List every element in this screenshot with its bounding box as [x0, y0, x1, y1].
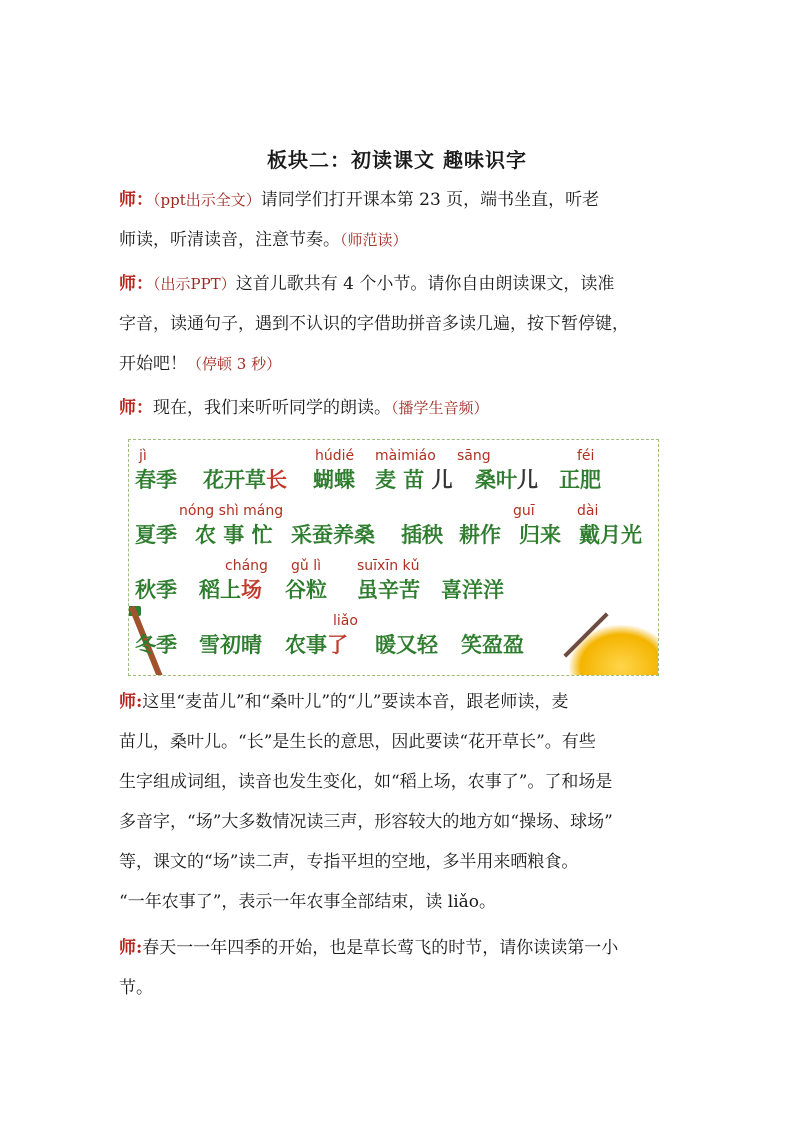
- stage-note: （播学生音频）: [391, 399, 489, 417]
- poem-word: 春季: [135, 467, 177, 492]
- poem-word: 农事了: [285, 632, 348, 657]
- poem-word: 蝴蝶: [313, 467, 355, 492]
- paragraph-3: [119, 388, 679, 428]
- speaker-label: 师：: [119, 274, 153, 294]
- poem-word: 虽辛苦: [357, 577, 420, 602]
- pinyin: jì: [139, 448, 147, 464]
- poem-word: 稻上场: [199, 577, 262, 602]
- pinyin: féi: [577, 448, 595, 464]
- pinyin: suīxīn kǔ: [357, 558, 420, 574]
- paragraph-2: [119, 264, 679, 384]
- paragraph-5: [119, 928, 679, 1008]
- poem-word: 麦 苗 儿: [375, 467, 453, 492]
- poem-word: 桑叶儿: [475, 467, 538, 492]
- speaker-label: 师：: [119, 190, 153, 210]
- paragraph-text: 这里“麦苗儿”和“桑叶儿”的“儿”要读本音，跟老师读，麦: [142, 692, 569, 712]
- paragraph-4-line-4: 多音字，“场”大多数情况读三声，形容较大的地方如“操场、球场”: [119, 812, 613, 832]
- paragraph-text: 请同学们打开课本第 23 页，端书坐直，听老: [260, 190, 600, 210]
- poem-word: 喜洋洋: [441, 577, 504, 602]
- paragraph-4: [119, 682, 679, 922]
- paragraph-4-line-2: 苗儿，桑叶儿。“长”是生长的意思，因此要读“花开草长”。有些: [119, 732, 596, 752]
- pinyin: dài: [577, 503, 599, 519]
- paragraph-2-line-3: [119, 344, 679, 384]
- speaker-label: 师:: [119, 938, 143, 958]
- poem-word: 暖又轻: [375, 632, 438, 657]
- poem-word: 农 事 忙: [195, 522, 273, 547]
- paragraph-text: 春天一一年四季的开始，也是草长莺飞的时节，请你读读第一小: [142, 938, 619, 958]
- paragraph-3-line-1: [119, 388, 679, 428]
- stage-note: （停顿 3 秒）: [187, 355, 282, 373]
- pinyin: liǎo: [333, 613, 358, 629]
- poem-word: 秋季: [135, 577, 177, 602]
- poem-word: 笑盈盈: [461, 632, 524, 657]
- section-title: 板块二：初读课文 趣味识字: [267, 148, 527, 172]
- paragraph-5-line-1: [119, 928, 679, 968]
- grain-pile-illustration: [569, 625, 659, 676]
- paragraph-4-line-3: 生字组成词组，读音也发生变化，如“稻上场，农事了”。了和场是: [119, 772, 613, 792]
- stage-note: （师范读）: [340, 231, 408, 249]
- poem-word: 正肥: [559, 467, 601, 492]
- poem-word: 插秧: [401, 522, 443, 547]
- paragraph-1-line-1: [119, 180, 679, 220]
- pinyin: gǔ lì: [291, 558, 321, 574]
- pinyin: cháng: [225, 558, 268, 574]
- paragraph-2-line-2: 字音，读通句子，遇到不认识的字借助拼音多读几遍，按下暂停键，: [119, 314, 629, 334]
- poem-word: 谷粒: [285, 577, 327, 602]
- pinyin: guī: [513, 503, 535, 519]
- poem-word: 耕作: [459, 522, 501, 547]
- paragraph-text: 师读，听清读音，注意节奏。: [119, 230, 340, 250]
- paragraph-text: 现在，我们来听听同学的朗读。: [153, 398, 391, 418]
- paragraph-4-line-1: [119, 682, 679, 722]
- paragraph-5-line-2: 节。: [119, 978, 153, 998]
- poem-word: 采蚕养桑: [291, 522, 375, 547]
- poem-word: 归来: [519, 522, 561, 547]
- poem-word: 雪初晴: [199, 632, 262, 657]
- stage-note: （出示PPT）: [153, 275, 236, 293]
- poem-word: 花开草长: [203, 467, 287, 492]
- pinyin: húdié: [315, 448, 355, 464]
- poem-slide: [128, 439, 659, 676]
- pinyin: màimiáo: [375, 448, 436, 464]
- paragraph-text: 这首儿歌共有 4 个小节。请你自由朗读课文，读准: [235, 274, 615, 294]
- stage-note: （ppt出示全文）: [153, 191, 261, 209]
- paragraph-2-line-1: [119, 264, 679, 304]
- paragraph-1: [119, 180, 679, 260]
- poem-word: 戴月光: [579, 522, 642, 547]
- poem-word: 夏季: [135, 522, 177, 547]
- paragraph-text: 开始吧！: [119, 354, 187, 374]
- paragraph-1-line-2: [119, 220, 679, 260]
- pinyin: nóng shì máng: [179, 503, 284, 519]
- poem-word: 冬季: [135, 632, 177, 657]
- paragraph-4-line-6: “一年农事了”，表示一年农事全部结束，读 liǎo。: [119, 892, 497, 912]
- speaker-label: 师:: [119, 692, 143, 712]
- pinyin: sāng: [457, 448, 491, 464]
- paragraph-4-line-5: 等，课文的“场”读二声，专指平坦的空地，多半用来晒粮食。: [119, 852, 579, 872]
- speaker-label: 师：: [119, 398, 153, 418]
